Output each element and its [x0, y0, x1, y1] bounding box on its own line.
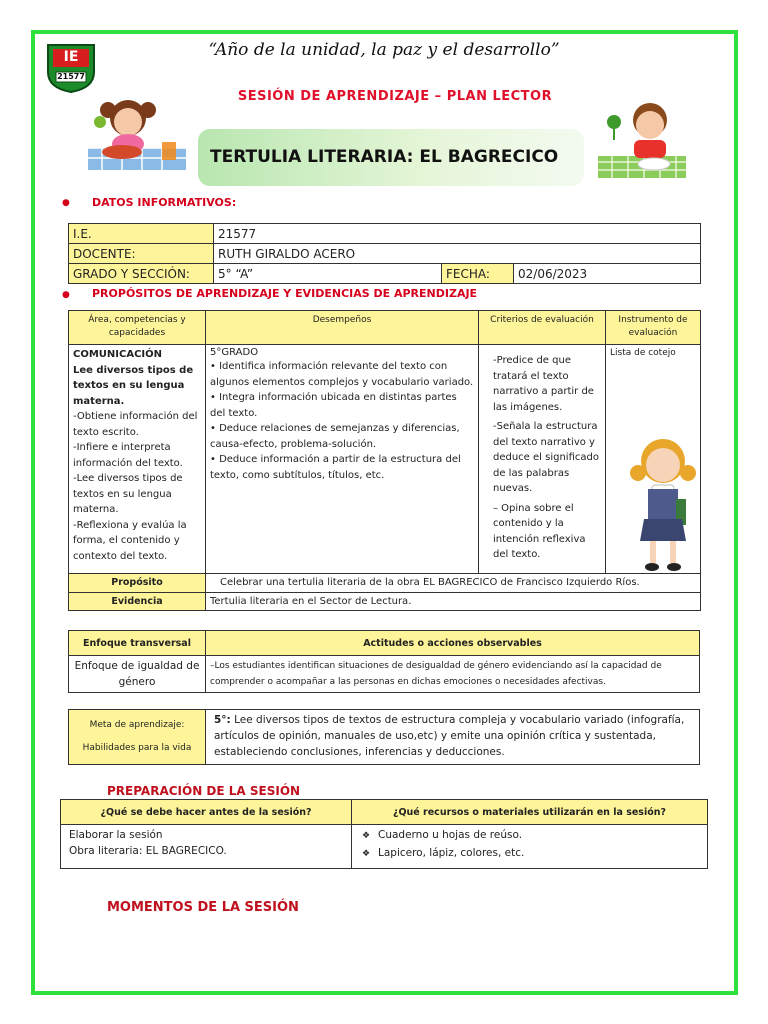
session-title: SESIÓN DE APRENDIZAJE – PLAN LECTOR	[237, 89, 553, 104]
header-criterios: Criterios de evaluación	[479, 311, 606, 345]
prep-header-right: ¿Qué recursos o materiales utilizarán en la sesión?	[352, 800, 708, 825]
schoolgirl-illustration	[628, 429, 698, 577]
enfoque-table	[68, 630, 700, 693]
desempeno-item: • Deduce información a partir de la estructura del texto, como subtítulos, títulos, etc.	[210, 454, 461, 481]
criterio-item: – Opina sobre el contenido y la intención reflexiva del texto.	[493, 502, 586, 560]
capacidad-item: -Reflexiona y evalúa la forma, el contenido y contexto del texto.	[73, 519, 187, 562]
bullet: ●	[62, 290, 70, 300]
grado-label: GRADO Y SECCIÓN:	[69, 264, 214, 284]
meta-table	[68, 709, 700, 765]
motto: “Año de la unidad, la paz y el desarrollo”	[208, 40, 560, 60]
preparacion-heading: PREPARACIÓN DE LA SESIÓN	[107, 784, 301, 798]
grado-text: 5°GRADO	[210, 347, 259, 358]
ie-value: 21577	[214, 224, 701, 244]
grado-value: 5° “A”	[214, 264, 442, 284]
propositos-heading: PROPÓSITOS DE APRENDIZAJE Y EVIDENCIAS DE APRENDIZAJE	[92, 287, 478, 300]
antes-item: Obra literaria: EL BAGRECICO.	[69, 845, 227, 857]
competencia: Lee diversos tipos de textos en su lengua materna.	[73, 364, 194, 407]
docente-value: RUTH GIRALDO ACERO	[214, 244, 701, 264]
boy-eating-illustration	[596, 98, 688, 180]
enfoque-header-left: Enfoque transversal	[69, 631, 206, 656]
meta-grade: 5°:	[214, 714, 231, 726]
datos-heading: DATOS INFORMATIVOS:	[92, 196, 237, 209]
antes-item: Elaborar la sesión	[69, 829, 163, 841]
bullet: ●	[62, 198, 70, 208]
propositos-table	[68, 310, 701, 611]
desempeno-item: • Deduce relaciones de semejanzas y diferencias, causa-efecto, problema-solución.	[210, 423, 460, 450]
docente-label: DOCENTE:	[69, 244, 214, 264]
logo-number: 21577	[57, 72, 85, 81]
capacidad-item: -Infiere e interpreta información del texto.	[73, 442, 183, 469]
prep-header-left: ¿Qué se debe hacer antes de la sesión?	[61, 800, 352, 825]
evidencia-value: Tertulia literaria en el Sector de Lectura.	[206, 592, 701, 611]
fecha-label: FECHA:	[442, 264, 514, 284]
header-instrumento: Instrumento de evaluación	[606, 311, 701, 345]
diamond-bullet-icon: ❖	[362, 849, 371, 859]
recurso-item: ❖ Lapicero, lápiz, colores, etc.	[362, 845, 703, 863]
header-area: Área, competencias y capacidades	[69, 311, 206, 345]
datos-table	[68, 223, 701, 284]
diamond-bullet-icon: ❖	[362, 831, 371, 841]
criterio-item: -Señala la estructura del texto narrativo y deduce el significado de las palabras nuevas.	[493, 421, 599, 494]
momentos-heading: MOMENTOS DE LA SESIÓN	[107, 900, 299, 915]
criterio-item: -Predice de que tratará el texto narrativo a partir de las imágenes.	[493, 355, 594, 413]
logo-letters: IE	[63, 49, 79, 65]
enfoque-description: –Los estudiantes identifican situaciones de desigualdad de género evidenciando así la capacidad de comprender o acompañar a las personas en dichas emociones o necesidades afectivas.	[206, 656, 700, 693]
area-title: COMUNICACIÓN	[73, 349, 163, 360]
meta-text: Lee diversos tipos de textos de estructura compleja y vocabulario variado (infografía, artículos de opinión, manuales de uso,etc) y emite una opinión crítica y sustentada, estableciendo conclusiones, inferencias y deducciones.	[214, 714, 685, 758]
girl-eating-illustration	[82, 92, 192, 174]
ie-label: I.E.	[69, 224, 214, 244]
header-desempenos: Desempeños	[206, 311, 479, 345]
enfoque-name: Enfoque de igualdad de género	[69, 656, 206, 693]
desempeno-item: • Identifica información relevante del texto con algunos elementos complejos y vocabulario variado.	[210, 361, 474, 388]
desempeno-item: • Integra información ubicada en distintas partes del texto.	[210, 392, 457, 419]
banner-title: TERTULIA LITERARIA: EL BAGRECICO	[210, 147, 559, 167]
preparacion-table	[60, 799, 708, 869]
fecha-value: 02/06/2023	[514, 264, 701, 284]
enfoque-header-right: Actitudes o acciones observables	[206, 631, 700, 656]
capacidad-item: -Lee diversos tipos de textos en su lengua materna.	[73, 473, 183, 515]
meta-label: Meta de aprendizaje:	[89, 720, 185, 730]
recurso-item: ❖ Cuaderno u hojas de reúso.	[362, 827, 703, 845]
proposito-label: Propósito	[69, 574, 206, 593]
proposito-value: Celebrar una tertulia literaria de la obra EL BAGRECICO de Francisco Izquierdo Ríos.	[206, 574, 701, 593]
evidencia-label: Evidencia	[69, 592, 206, 611]
instrumento-value: Lista de cotejo	[610, 348, 676, 358]
capacidad-item: -Obtiene información del texto escrito.	[73, 411, 198, 438]
habilidades-label: Habilidades para la vida	[82, 743, 192, 753]
